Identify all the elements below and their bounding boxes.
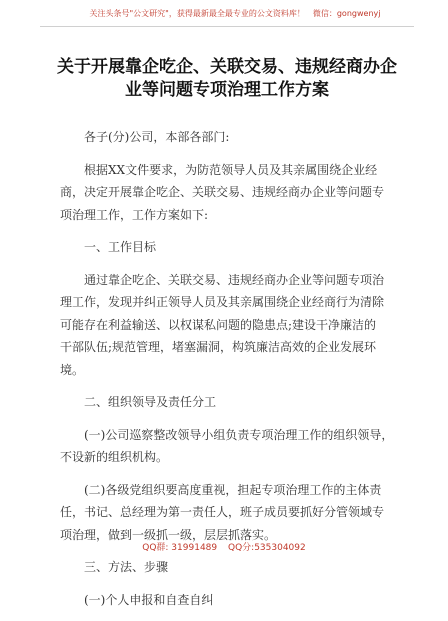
- document-title: [42, 56, 412, 102]
- section-heading: 三、方法、步骤: [84, 560, 169, 574]
- text-line: 可能存在利益输送、以权谋私问题的隐患点;建设干净廉洁的: [60, 317, 377, 332]
- text-line: 项治理工作，工作方案如下:: [60, 207, 209, 222]
- text-line: 商，决定开展靠企吃企、关联交易、违规经商办企业等问题专: [60, 185, 385, 199]
- intro-paragraph: [60, 159, 385, 227]
- section3-item1: (一)个人申报和自查自纠: [84, 592, 214, 607]
- header-divider: [40, 26, 414, 27]
- section2-item2-paragraph: [60, 479, 385, 547]
- section-heading: 一、工作目标: [84, 240, 157, 254]
- text-line: 理工作，发现并纠正领导人员及其亲属围绕企业经商行为清除: [60, 295, 385, 309]
- footer-qq-group: QQ群: 31991489: [142, 543, 218, 553]
- text-line: 任，书记、总经理为第一责任人，班子成员要抓好分管领域专: [60, 505, 385, 519]
- header-banner: 关注头条号"公文研究"，获得最新最全最专业的公文资料库！ 微信：gongwenyj: [89, 9, 381, 18]
- footer-qq: QQ分:535304092: [228, 543, 306, 553]
- text-line: 项治理，做到一级抓一级，层层抓落实。: [60, 527, 277, 542]
- text-line: 通过靠企吃企、关联交易、违规经商办企业等问题专项治: [84, 272, 385, 287]
- text-line: 干部队伍;规范管理，堵塞漏洞，构筑廉洁高效的企业发展环: [60, 340, 377, 354]
- text-line: 不设新的组织机构。: [60, 450, 169, 464]
- footer-contact: [0, 540, 448, 553]
- title-line: 业等问题专项治理工作方案: [125, 80, 329, 100]
- salutation: 各子(分)公司，本部各部门:: [84, 130, 230, 144]
- title-line: 关于开展靠企吃企、关联交易、违规经商办企: [57, 57, 397, 77]
- text-line: (一)公司巡察整改领导小组负责专项治理工作的组织领导，: [84, 427, 394, 442]
- section2-item1-paragraph: [60, 424, 394, 469]
- text-line: 境。: [60, 362, 85, 377]
- text-line: 根据XX文件要求，为防范领导人员及其亲属围绕企业经: [84, 162, 378, 177]
- section1-paragraph: [60, 269, 385, 382]
- section-heading: 二、组织领导及责任分工: [84, 395, 217, 409]
- text-line: (二)各级党组织要高度重视，担起专项治理工作的主体责: [84, 482, 382, 497]
